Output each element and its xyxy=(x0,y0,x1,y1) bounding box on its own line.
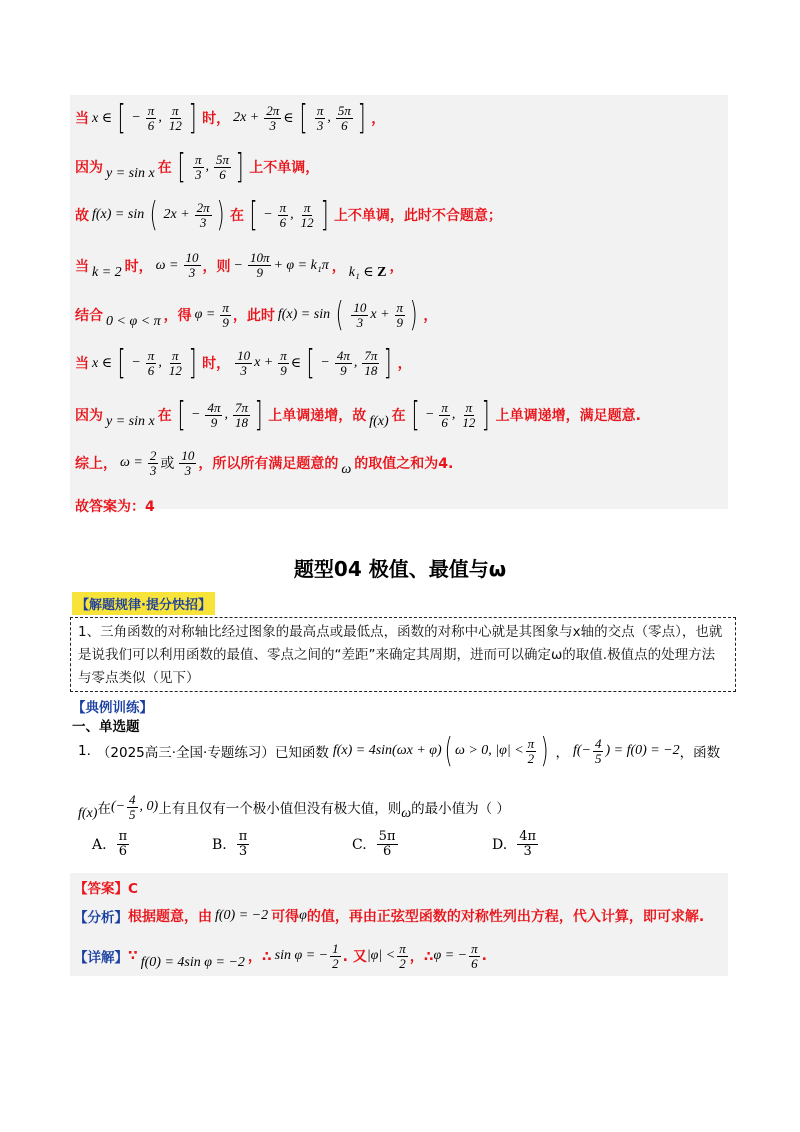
solution-line-7: 因为 y = sin x 在 [ − $\frac{4\pi}{9}$ , $\frac{7\pi}{18}$ ] 上单调递增，故 f(x) 在 [ − $\frac{\pi}{6}$ , $\frac{\pi}{12}$ ] 上单调递增，满足题意. xyxy=(75,395,641,435)
tip-tag: 【解题规律·提分快招】 xyxy=(72,592,215,615)
solution-line-5: 结合 0 < φ < π ，得 φ = $\frac{\pi}{9}$ ，此时 f(x) = sin ( $\frac{10}{3}$ x + $\frac{\pi}{9}$ ) ， xyxy=(75,295,438,335)
option-c[interactable]: C. $\frac{5\pi}{6}$ xyxy=(352,829,396,859)
solution-line-9: 故答案为：4 xyxy=(75,499,155,515)
option-b[interactable]: B. $\frac{\pi}{3}$ xyxy=(212,829,248,859)
solution-line-4: 当 k = 2 时， ω = $\frac{10}{3}$ ，则 − $\frac{10\pi}{9}$ + φ = k₁π ， k₁ ∈ Z ， xyxy=(75,250,404,280)
tip-text: 1、三角函数的对称轴比经过图象的最高点或最低点，函数的对称中心就是其图象与x轴的交点（零点），也就是说我们可以利用函数的最值、零点之间的“差距”来确定其周期，进而可以确定ω的取值.极值点的处理方法与零点类似（见下） xyxy=(78,624,723,686)
section-title: 题型04 极值、最值与ω xyxy=(293,557,507,581)
option-d[interactable]: D. $\frac{4\pi}{3}$ xyxy=(492,829,537,859)
answer-line: 【答案】C xyxy=(74,881,138,897)
solution-line-6: 当 x ∈ [ − $\frac{\pi}{6}$ , $\frac{\pi}{12}$ ] 时， $\frac{10}{3}$ x + $\frac{\pi}{9}$ ∈ [ − $\frac{4\pi}{9}$ , $\frac{7\pi}{18}$ ] ， xyxy=(75,343,412,383)
subsection-heading: 一、单选题 xyxy=(72,719,140,735)
analysis-line: 【分析】 根据题意，由 f(0) = −2 可得 φ 的值，再由正弦型函数的对称性列出方程，代入计算，即可求解. xyxy=(74,908,705,926)
example-tag: 【典例训练】 xyxy=(72,700,153,716)
solution-line-1: 当 x ∈ [ − $\frac{\pi}{6}$ , $\frac{\pi}{12}$ ] 时， 2x + $\frac{2\pi}{3}$ ∈ [ $\frac{\pi}{3}$ , $\frac{5\pi}{6}$ ] ， xyxy=(75,98,386,138)
solution-line-2: 因为 y = sin x 在 [ $\frac{\pi}{3}$ , $\frac{5\pi}{6}$ ] 上不单调， xyxy=(75,147,320,187)
solution-line-3: 故 f(x) = sin ( 2x + $\frac{2\pi}{3}$ ) 在 [ − $\frac{\pi}{6}$ , $\frac{\pi}{12}$ ] 上不单调，此时不合题意； xyxy=(75,195,502,235)
option-a[interactable]: A. $\frac{\pi}{6}$ xyxy=(92,829,128,859)
detail-line: 【详解】 ∵ f(0) = 4sin φ = −2 ，∴ sin φ = − $\frac{1}{2}$ . 又 |φ| < $\frac{\pi}{2}$ ，∴ φ = − $\frac{\pi}{6}$ . xyxy=(74,940,487,971)
question-line-1: 1. （2025高三·全国·专题练习）已知函数 f(x) = 4sin(ωx + φ) ( ω > 0, |φ| < $\frac{\pi}{2}$ ) ， f(− $\frac{4}{5}$ ) = f(0) = −2 ，函数 xyxy=(78,731,721,771)
question-line-2: f(x) 在 (− $\frac{4}{5}$ , 0) 上有且仅有一个极小值但没有极大值，则 ω 的最小值为（ ） xyxy=(78,791,510,822)
solution-line-8: 综上， ω = $\frac{2}{3}$ 或 $\frac{10}{3}$ ，所以所有满足题意的 ω 的取值之和为4. xyxy=(75,447,454,478)
